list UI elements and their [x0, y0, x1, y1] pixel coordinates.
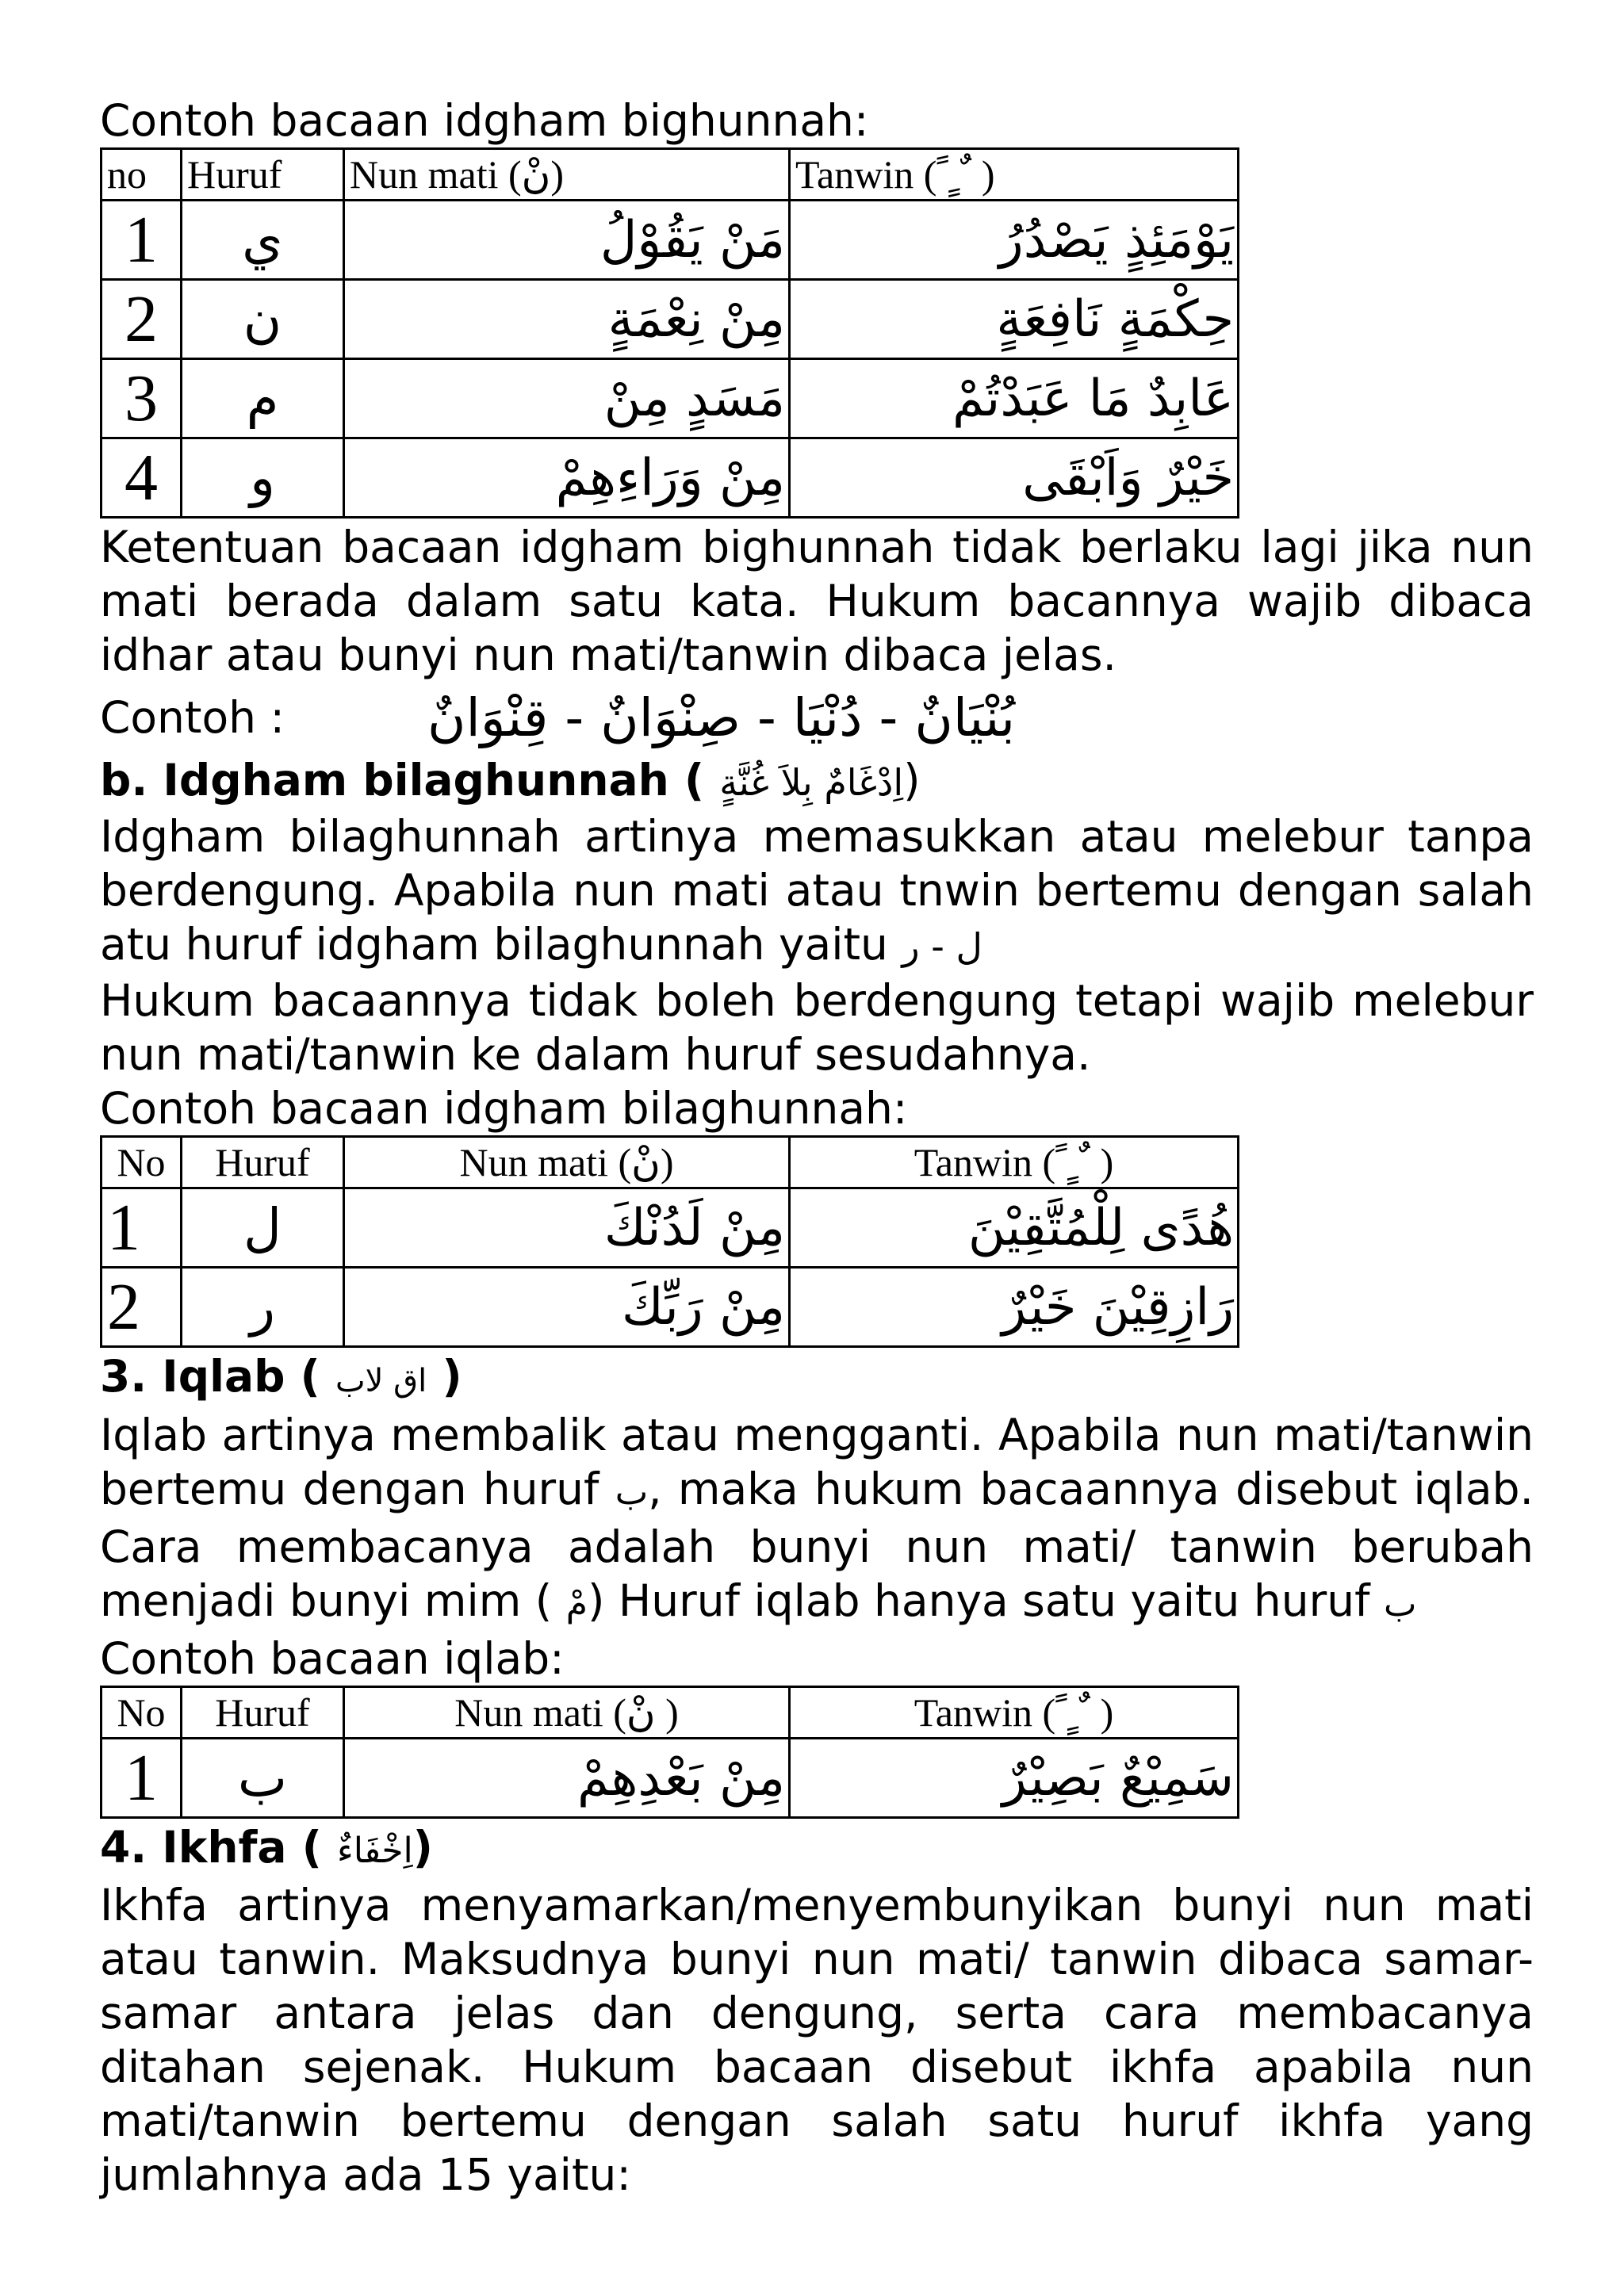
- row-huruf: ل: [182, 1188, 344, 1268]
- row-number: 1: [102, 201, 182, 280]
- header-huruf: Huruf: [182, 1137, 344, 1188]
- row-huruf: ن: [182, 280, 344, 359]
- row-huruf: ب: [182, 1739, 344, 1818]
- table-header-row: [102, 1687, 1239, 1739]
- paragraph-part-1: Iqlab artinya membalik atau mengganti. Apabila nun mati/tanwin bertemu dengan huruf: [100, 1410, 1534, 1514]
- section-b-paragraph-1: [100, 809, 1534, 974]
- rule-paragraph: Ketentuan bacaan idgham bighunnah tidak berlaku lagi jika nun mati berada dalam satu kata. Hukum bacannya wajib dibaca idhar atau bunyi nun mati/tanwin dibaca jelas.: [100, 522, 1534, 680]
- heading-arabic: اِخْفَاءٌ: [337, 1831, 413, 1871]
- contoh-label: Contoh :: [100, 692, 285, 743]
- example-label-iqlab: Contoh bacaan iqlab:: [100, 1633, 565, 1684]
- row-nun-mati-example: مِنْ لَدُنْكَ: [344, 1188, 790, 1268]
- row-number: 2: [102, 280, 182, 359]
- table-row: [102, 1268, 1239, 1347]
- row-tanwin-example: هُدًى لِلْمُتَّقِيْنَ: [790, 1188, 1239, 1268]
- heading-arabic: اق لاب: [335, 1363, 427, 1399]
- row-tanwin-example: يَوْمَئِذٍ يَصْدُرُ: [790, 201, 1239, 280]
- table-row: [102, 280, 1239, 359]
- row-nun-mati-example: مِنْ وَرَاءِهِمْ: [344, 438, 790, 518]
- row-number: 4: [102, 438, 182, 518]
- section-4-heading: [100, 1820, 1534, 1878]
- row-tanwin-example: رَازِقِيْنَ خَيْرٌ: [790, 1268, 1239, 1347]
- example-label-bilaghunnah: Contoh bacaan idgham bilaghunnah:: [100, 1083, 908, 1134]
- document-page: [100, 94, 1534, 2202]
- row-nun-mati-example: مَنْ يَقُوْلُ: [344, 201, 790, 280]
- heading-text: b. Idgham bilaghunnah (: [100, 755, 705, 806]
- heading-text: 3. Iqlab (: [100, 1351, 320, 1402]
- header-no: No: [102, 1137, 182, 1188]
- table-row: [102, 1739, 1239, 1818]
- contoh-words: بُنْيَانٌ - دُنْيَا - صِنْوَانٌ - قِنْوَانٌ: [427, 687, 1016, 748]
- header-nun-mati: Nun mati (نْ ): [344, 1687, 790, 1739]
- table-header-row: [102, 1137, 1239, 1188]
- row-tanwin-example: سَمِيْعٌ بَصِيْرٌ: [790, 1739, 1239, 1818]
- table-row: [102, 1188, 1239, 1268]
- row-huruf: ي: [182, 201, 344, 280]
- row-number: 3: [102, 359, 182, 438]
- header-tanwin: Tanwin ( ً ٍ ٌ ): [790, 149, 1239, 201]
- heading-arabic: اِدْغَامٌ بِلاَ غُنَّةٍ: [719, 761, 904, 804]
- letter-mim: مْ: [565, 1584, 588, 1624]
- example-label-bighunnah: Contoh bacaan idgham bighunnah:: [100, 95, 869, 146]
- header-tanwin: Tanwin ( ً ٍ ٌ ): [790, 1137, 1239, 1188]
- table-row: [102, 438, 1239, 518]
- section-3-heading: [100, 1349, 1534, 1408]
- row-tanwin-example: خَيْرٌ وَاَبْقَى: [790, 438, 1239, 518]
- row-tanwin-example: حِكْمَةٍ نَافِعَةٍ: [790, 280, 1239, 359]
- table-row: [102, 201, 1239, 280]
- header-nun-mati: Nun mati (نْ): [344, 1137, 790, 1188]
- heading-text: 4. Ikhfa (: [100, 1822, 322, 1873]
- letter-ba: ب: [1383, 1584, 1417, 1624]
- header-huruf: Huruf: [182, 1687, 344, 1739]
- bighunnah-table: [100, 147, 1239, 519]
- iqlab-table: [100, 1686, 1239, 1819]
- row-nun-mati-example: مِنْ نِعْمَةٍ: [344, 280, 790, 359]
- letters-arabic: ل - ر: [902, 925, 982, 968]
- row-huruf: و: [182, 438, 344, 518]
- row-huruf: ر: [182, 1268, 344, 1347]
- row-nun-mati-example: مِنْ بَعْدِهِمْ: [344, 1739, 790, 1818]
- table-header-row: [102, 149, 1239, 201]
- section-b-heading: [100, 753, 1534, 809]
- row-huruf: م: [182, 359, 344, 438]
- row-number: 1: [102, 1739, 182, 1818]
- row-tanwin-example: عَابِدٌ مَا عَبَدْتُمْ: [790, 359, 1239, 438]
- header-huruf: Huruf: [182, 149, 344, 201]
- heading-close: ): [903, 755, 921, 806]
- heading-close: ): [442, 1351, 462, 1402]
- row-number: 2: [102, 1268, 182, 1347]
- contoh-line: [100, 682, 1534, 753]
- header-no: no: [102, 149, 182, 201]
- header-nun-mati: Nun mati (نْ): [344, 149, 790, 201]
- row-nun-mati-example: مِنْ رَبِّكَ: [344, 1268, 790, 1347]
- header-tanwin: Tanwin ( ً ٍ ٌ ): [790, 1687, 1239, 1739]
- row-nun-mati-example: مَسَدٍ مِنْ: [344, 359, 790, 438]
- section-b-paragraph-2: Hukum bacaannya tidak boleh berdengung tetapi wajib melebur nun mati/tanwin ke dalam huruf sesudahnya.: [100, 975, 1534, 1080]
- bilaghunnah-table: [100, 1135, 1239, 1348]
- table-row: [102, 359, 1239, 438]
- section-3-paragraph: [100, 1408, 1534, 1632]
- row-number: 1: [102, 1188, 182, 1268]
- heading-close: ): [412, 1822, 433, 1873]
- header-no: No: [102, 1687, 182, 1739]
- section-4-paragraph: Ikhfa artinya menyamarkan/menyembunyikan bunyi nun mati atau tanwin. Maksudnya bunyi nun mati/ tanwin dibaca samar-samar antara jelas dan dengung, serta cara membacanya ditahan sejenak. Hukum bacaan disebut ikhfa apabila nun mati/tanwin bertemu dengan salah satu huruf ikhfa yang jumlahnya ada 15 yaitu:: [100, 1880, 1534, 2200]
- paragraph-part-3: ) Huruf iqlab hanya satu yaitu huruf: [587, 1575, 1370, 1626]
- letter-ba: ب: [615, 1472, 649, 1513]
- paragraph-text: Idgham bilaghunnah artinya memasukkan atau melebur tanpa berdengung. Apabila nun mati atau tnwin bertemu dengan salah atu huruf idgham bilaghunnah yaitu: [100, 811, 1534, 970]
- paragraph-part-2: , maka hukum bacaannya disebut iqlab. Cara membacanya adalah bunyi nun mati/ tanwin berubah menjadi bunyi mim (: [100, 1464, 1534, 1626]
